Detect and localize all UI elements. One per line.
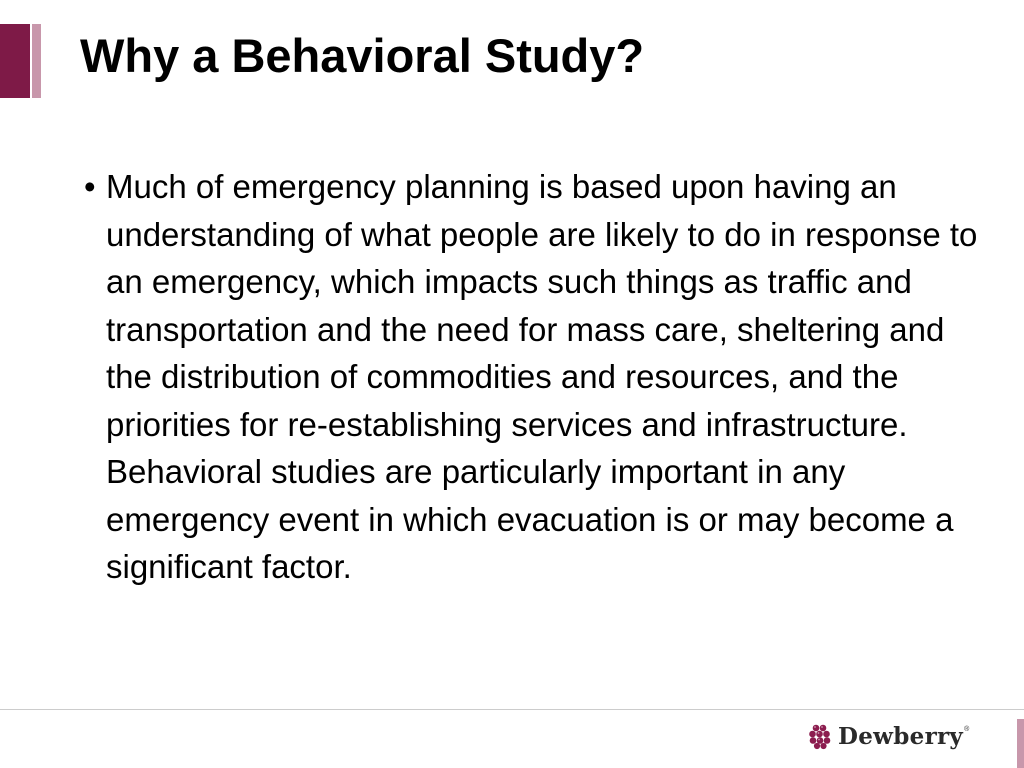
bullet-icon: •: [84, 168, 96, 205]
title-accent-bar: [0, 24, 30, 98]
bullet-list: [84, 163, 987, 591]
logo-text: Dewberry: [838, 722, 964, 750]
title-accent-bar-light: [32, 24, 41, 98]
slide-title: Why a Behavioral Study?: [80, 29, 645, 82]
footer-divider: [0, 709, 1024, 710]
bullet-item: [84, 163, 987, 591]
footer-accent-bar: [1017, 719, 1024, 768]
dewberry-logo: [808, 716, 969, 756]
registered-mark: ®: [964, 726, 970, 733]
bullet-text: Much of emergency planning is based upon having an understanding of what people are likely to do in response to an emergency, which impacts such things as traffic and transportation and the need for mass care, sheltering and the distribution of commodities and resources, and the priorities for re-establishing services and infrastructure. Behavioral studies are particularly important in any emergency event in which evacuation is or may become a significant factor.: [106, 168, 987, 585]
berry-icon: [808, 722, 832, 750]
